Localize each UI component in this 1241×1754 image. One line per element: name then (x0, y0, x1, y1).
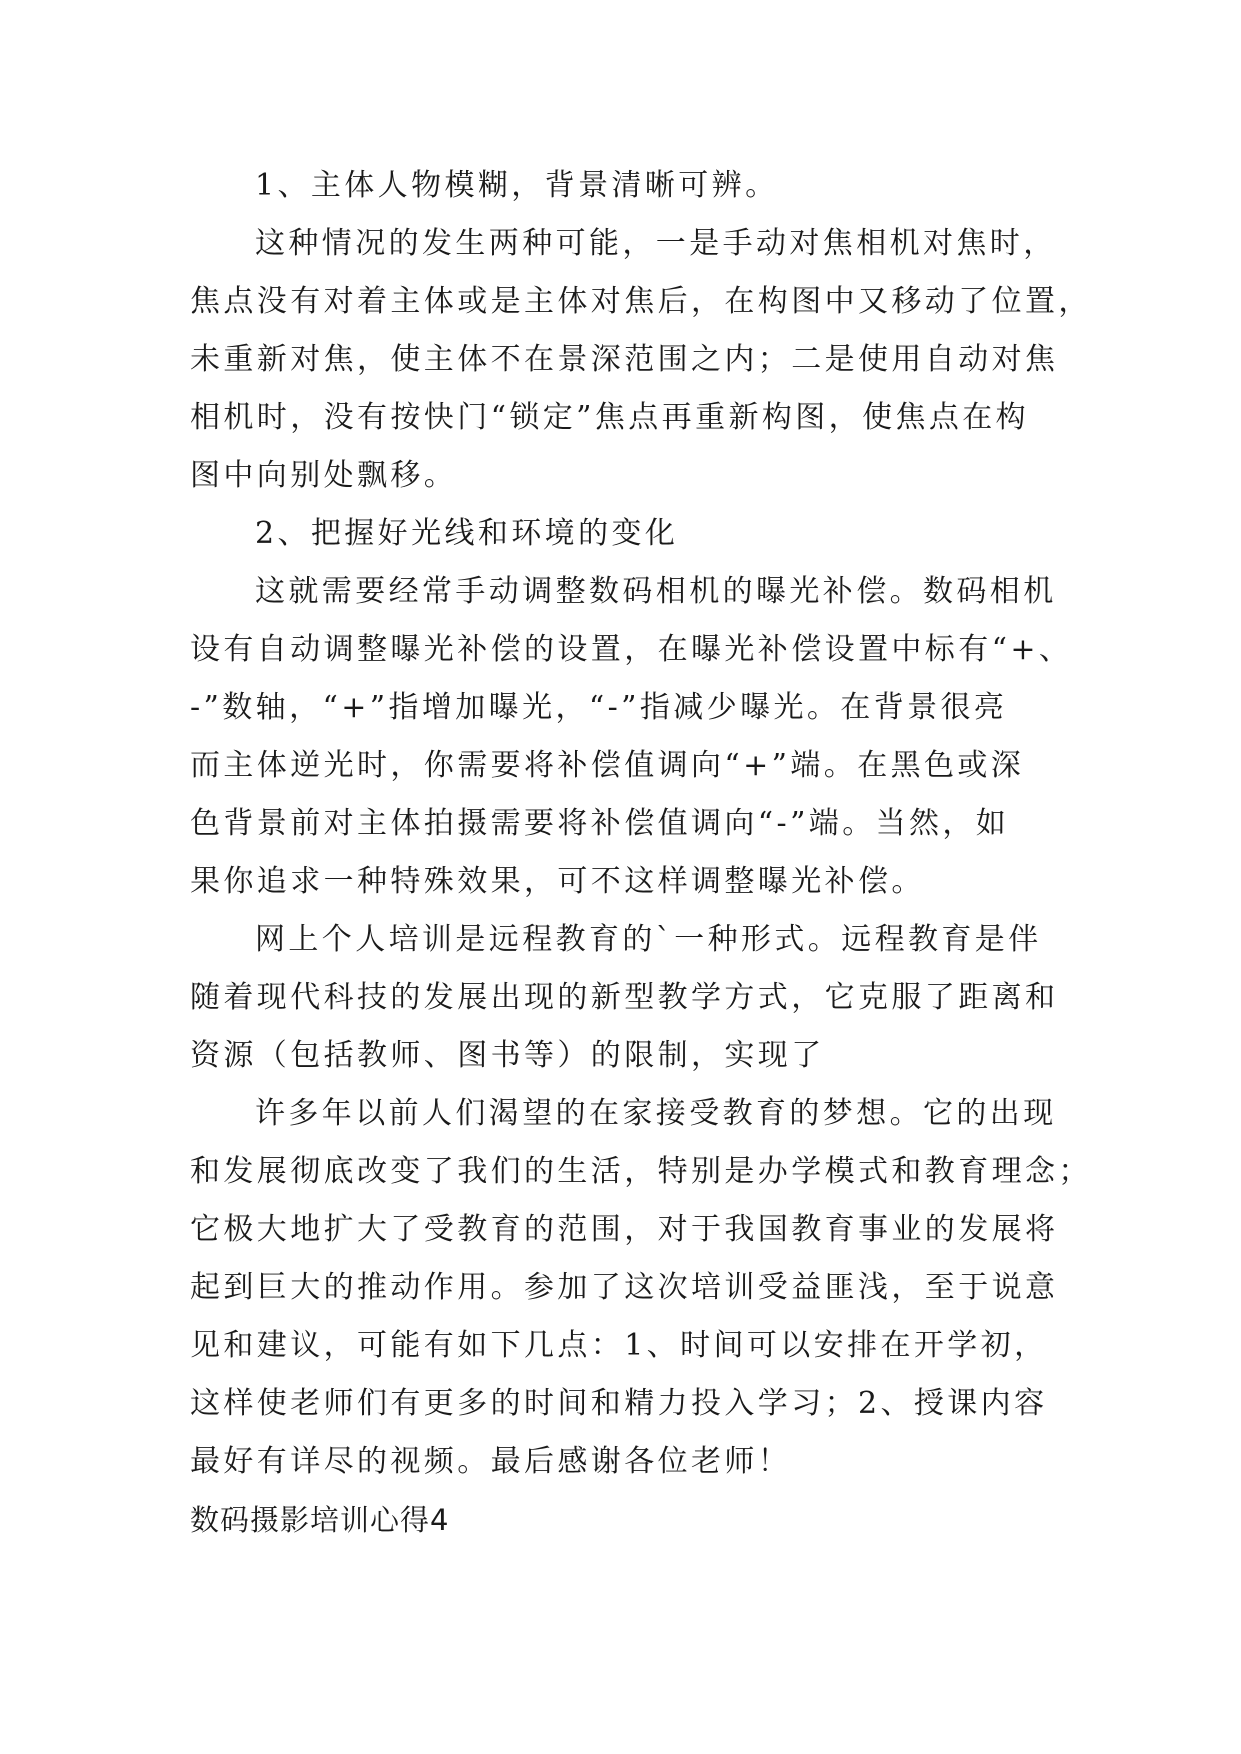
text-line: 1、主体人物模糊，背景清晰可辨。 (255, 168, 779, 203)
text-line: 果你追求一种特殊效果，可不这样调整曝光补偿。 (190, 864, 925, 899)
text-line: 和发展彻底改变了我们的生活，特别是办学模式和教育理念； (190, 1154, 1092, 1189)
text-line: 图中向别处飘移。 (190, 458, 458, 493)
text-line: 而主体逆光时，你需要将补偿值调向“+”端。在黑色或深 (190, 748, 1025, 783)
text-line: 色背景前对主体拍摄需要将补偿值调向“-”端。当然，如 (190, 806, 1010, 841)
text-line: 这种情况的发生两种可能，一是手动对焦相机对焦时， (255, 226, 1057, 261)
text-line: 这就需要经常手动调整数码相机的曝光补偿。数码相机 (255, 574, 1057, 609)
text-line: 相机时，没有按快门“锁定”焦点再重新构图，使焦点在构 (190, 400, 1030, 435)
text-line: 设有自动调整曝光补偿的设置，在曝光补偿设置中标有“+、 (190, 632, 1073, 667)
text-line: 这样使老师们有更多的时间和精力投入学习；2、授课内容 (190, 1386, 1048, 1421)
text-line: 最好有详尽的视频。最后感谢各位老师！ (190, 1444, 792, 1479)
text-line: 随着现代科技的发展出现的新型教学方式，它克服了距离和 (190, 980, 1059, 1015)
text-line: 它极大地扩大了受教育的范围，对于我国教育事业的发展将 (190, 1212, 1059, 1247)
text-line: -”数轴，“+”指增加曝光，“-”指减少曝光。在背景很亮 (190, 690, 1008, 725)
text-line: 网上个人培训是远程教育的`一种形式。远程教育是伴 (255, 922, 1042, 957)
text-line: 焦点没有对着主体或是主体对焦后，在构图中又移动了位置， (190, 284, 1092, 319)
text-line: 资源（包括教师、图书等）的限制，实现了 (190, 1038, 825, 1073)
text-line: 起到巨大的推动作用。参加了这次培训受益匪浅，至于说意 (190, 1270, 1059, 1305)
text-line: 2、把握好光线和环境的变化 (255, 516, 679, 551)
section-heading: 数码摄影培训心得4 (190, 1503, 450, 1537)
text-line: 许多年以前人们渴望的在家接受教育的梦想。它的出现 (255, 1096, 1057, 1131)
text-line: 见和建议，可能有如下几点：1、时间可以安排在开学初， (190, 1328, 1048, 1363)
text-line: 未重新对焦，使主体不在景深范围之内；二是使用自动对焦 (190, 342, 1059, 377)
